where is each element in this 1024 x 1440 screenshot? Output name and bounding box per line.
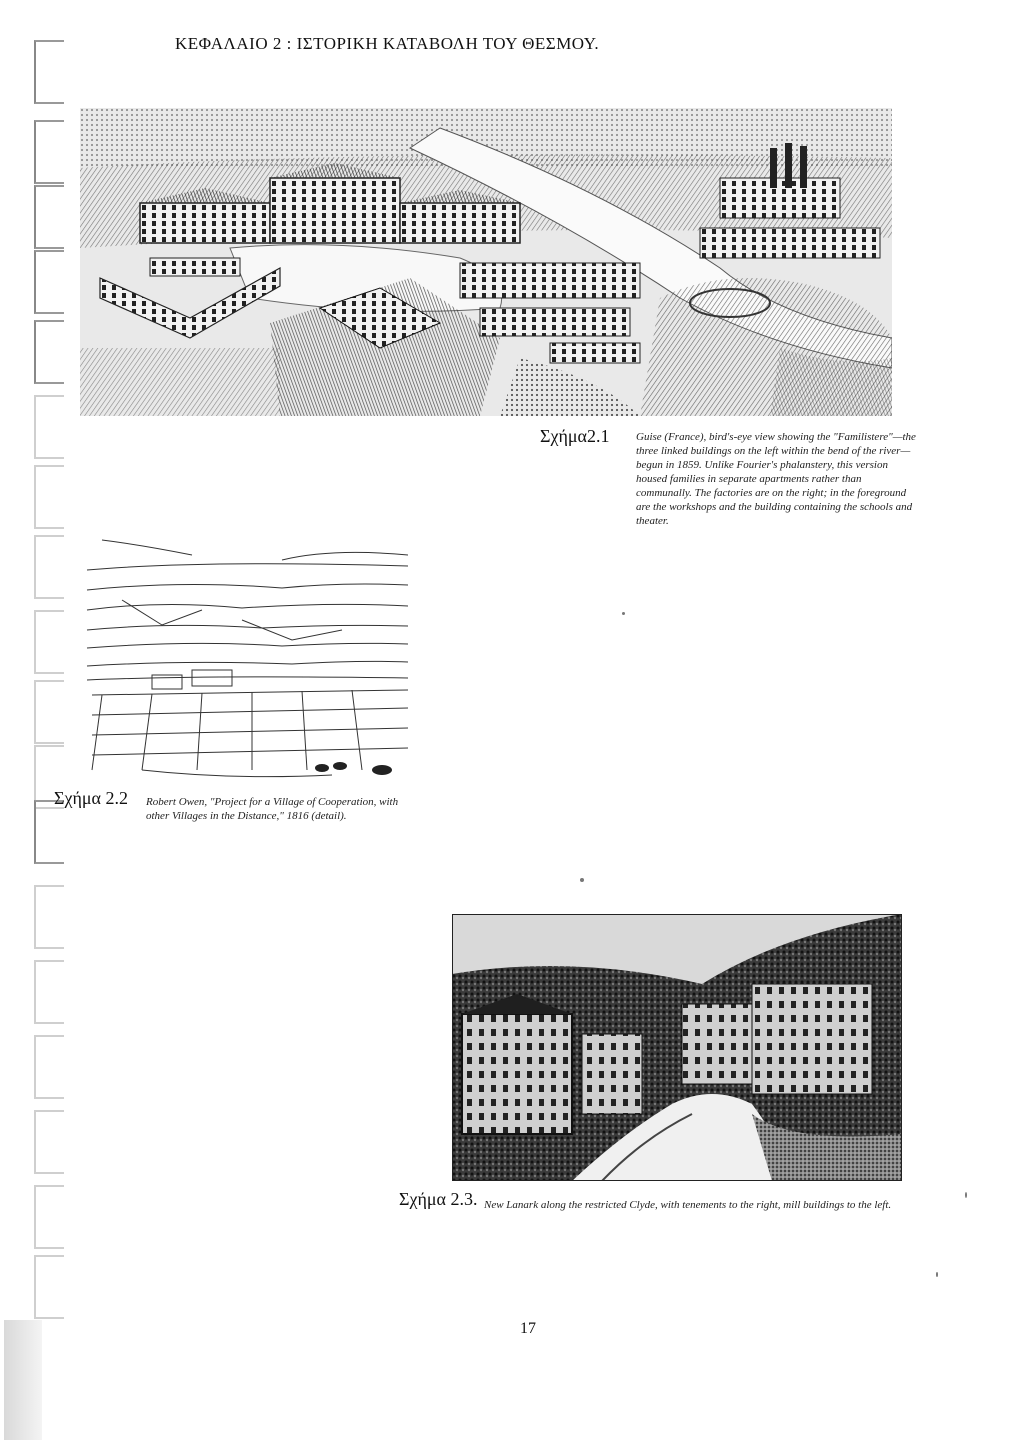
binding-ring (34, 885, 64, 949)
figure-2-2-caption: Robert Owen, "Project for a Village of Cooperation, with other Villages in the Distance," 1816 (detail). (146, 796, 399, 822)
binding-ring (34, 185, 64, 249)
scan-speck (965, 1192, 967, 1198)
page-edge-shadow (4, 1320, 42, 1440)
ring-binding (0, 0, 70, 1440)
line-drawing-image (82, 530, 408, 786)
binding-ring (34, 680, 64, 744)
binding-ring (34, 250, 64, 314)
scan-speck (580, 878, 584, 882)
binding-ring (34, 1255, 64, 1319)
binding-ring (34, 465, 64, 529)
binding-ring (34, 535, 64, 599)
binding-ring (34, 800, 64, 864)
page-header: ΚΕΦΑΛΑΙΟ 2 : ΙΣΤΟΡΙΚΗ ΚΑΤΑΒΟΛΗ ΤΟΥ ΘΕΣΜΟΥ. (175, 34, 600, 53)
figure-2-2-label: Σχήμα 2.2 (54, 788, 128, 808)
photograph-image (452, 914, 902, 1181)
binding-ring (34, 395, 64, 459)
binding-ring (34, 1185, 64, 1249)
figure-2-3-caption: New Lanark along the restricted Clyde, with tenements to the right, mill buildings to the left. (484, 1199, 892, 1211)
binding-ring (34, 1035, 64, 1099)
figure-2-1-label: Σχήμα2.1 (540, 426, 610, 446)
figure-new-lanark-photo (452, 914, 902, 1181)
binding-ring (34, 120, 64, 184)
binding-ring (34, 40, 64, 104)
engraving-image (80, 108, 892, 416)
binding-ring (34, 320, 64, 384)
figure-2-1-caption: Guise (France), bird's-eye view showing the "Familistere"—the three linked buildings on the left within the bend of the river—begun in 1859. Unlike Fourier's phalanstery, this version housed families in separate apartments rather than communally. The factories are on the right; in the foreground are the workshops and the building containing the schools and theater. (636, 431, 916, 527)
scan-speck (936, 1272, 938, 1277)
figure-2-3-label: Σχήμα 2.3. (399, 1189, 478, 1209)
binding-ring (34, 1110, 64, 1174)
page-number: 17 (520, 1320, 536, 1337)
figure-familistere-engraving (80, 108, 892, 416)
binding-ring (34, 960, 64, 1024)
figure-owen-village-drawing (82, 530, 408, 786)
scan-speck (622, 612, 625, 615)
binding-ring (34, 610, 64, 674)
